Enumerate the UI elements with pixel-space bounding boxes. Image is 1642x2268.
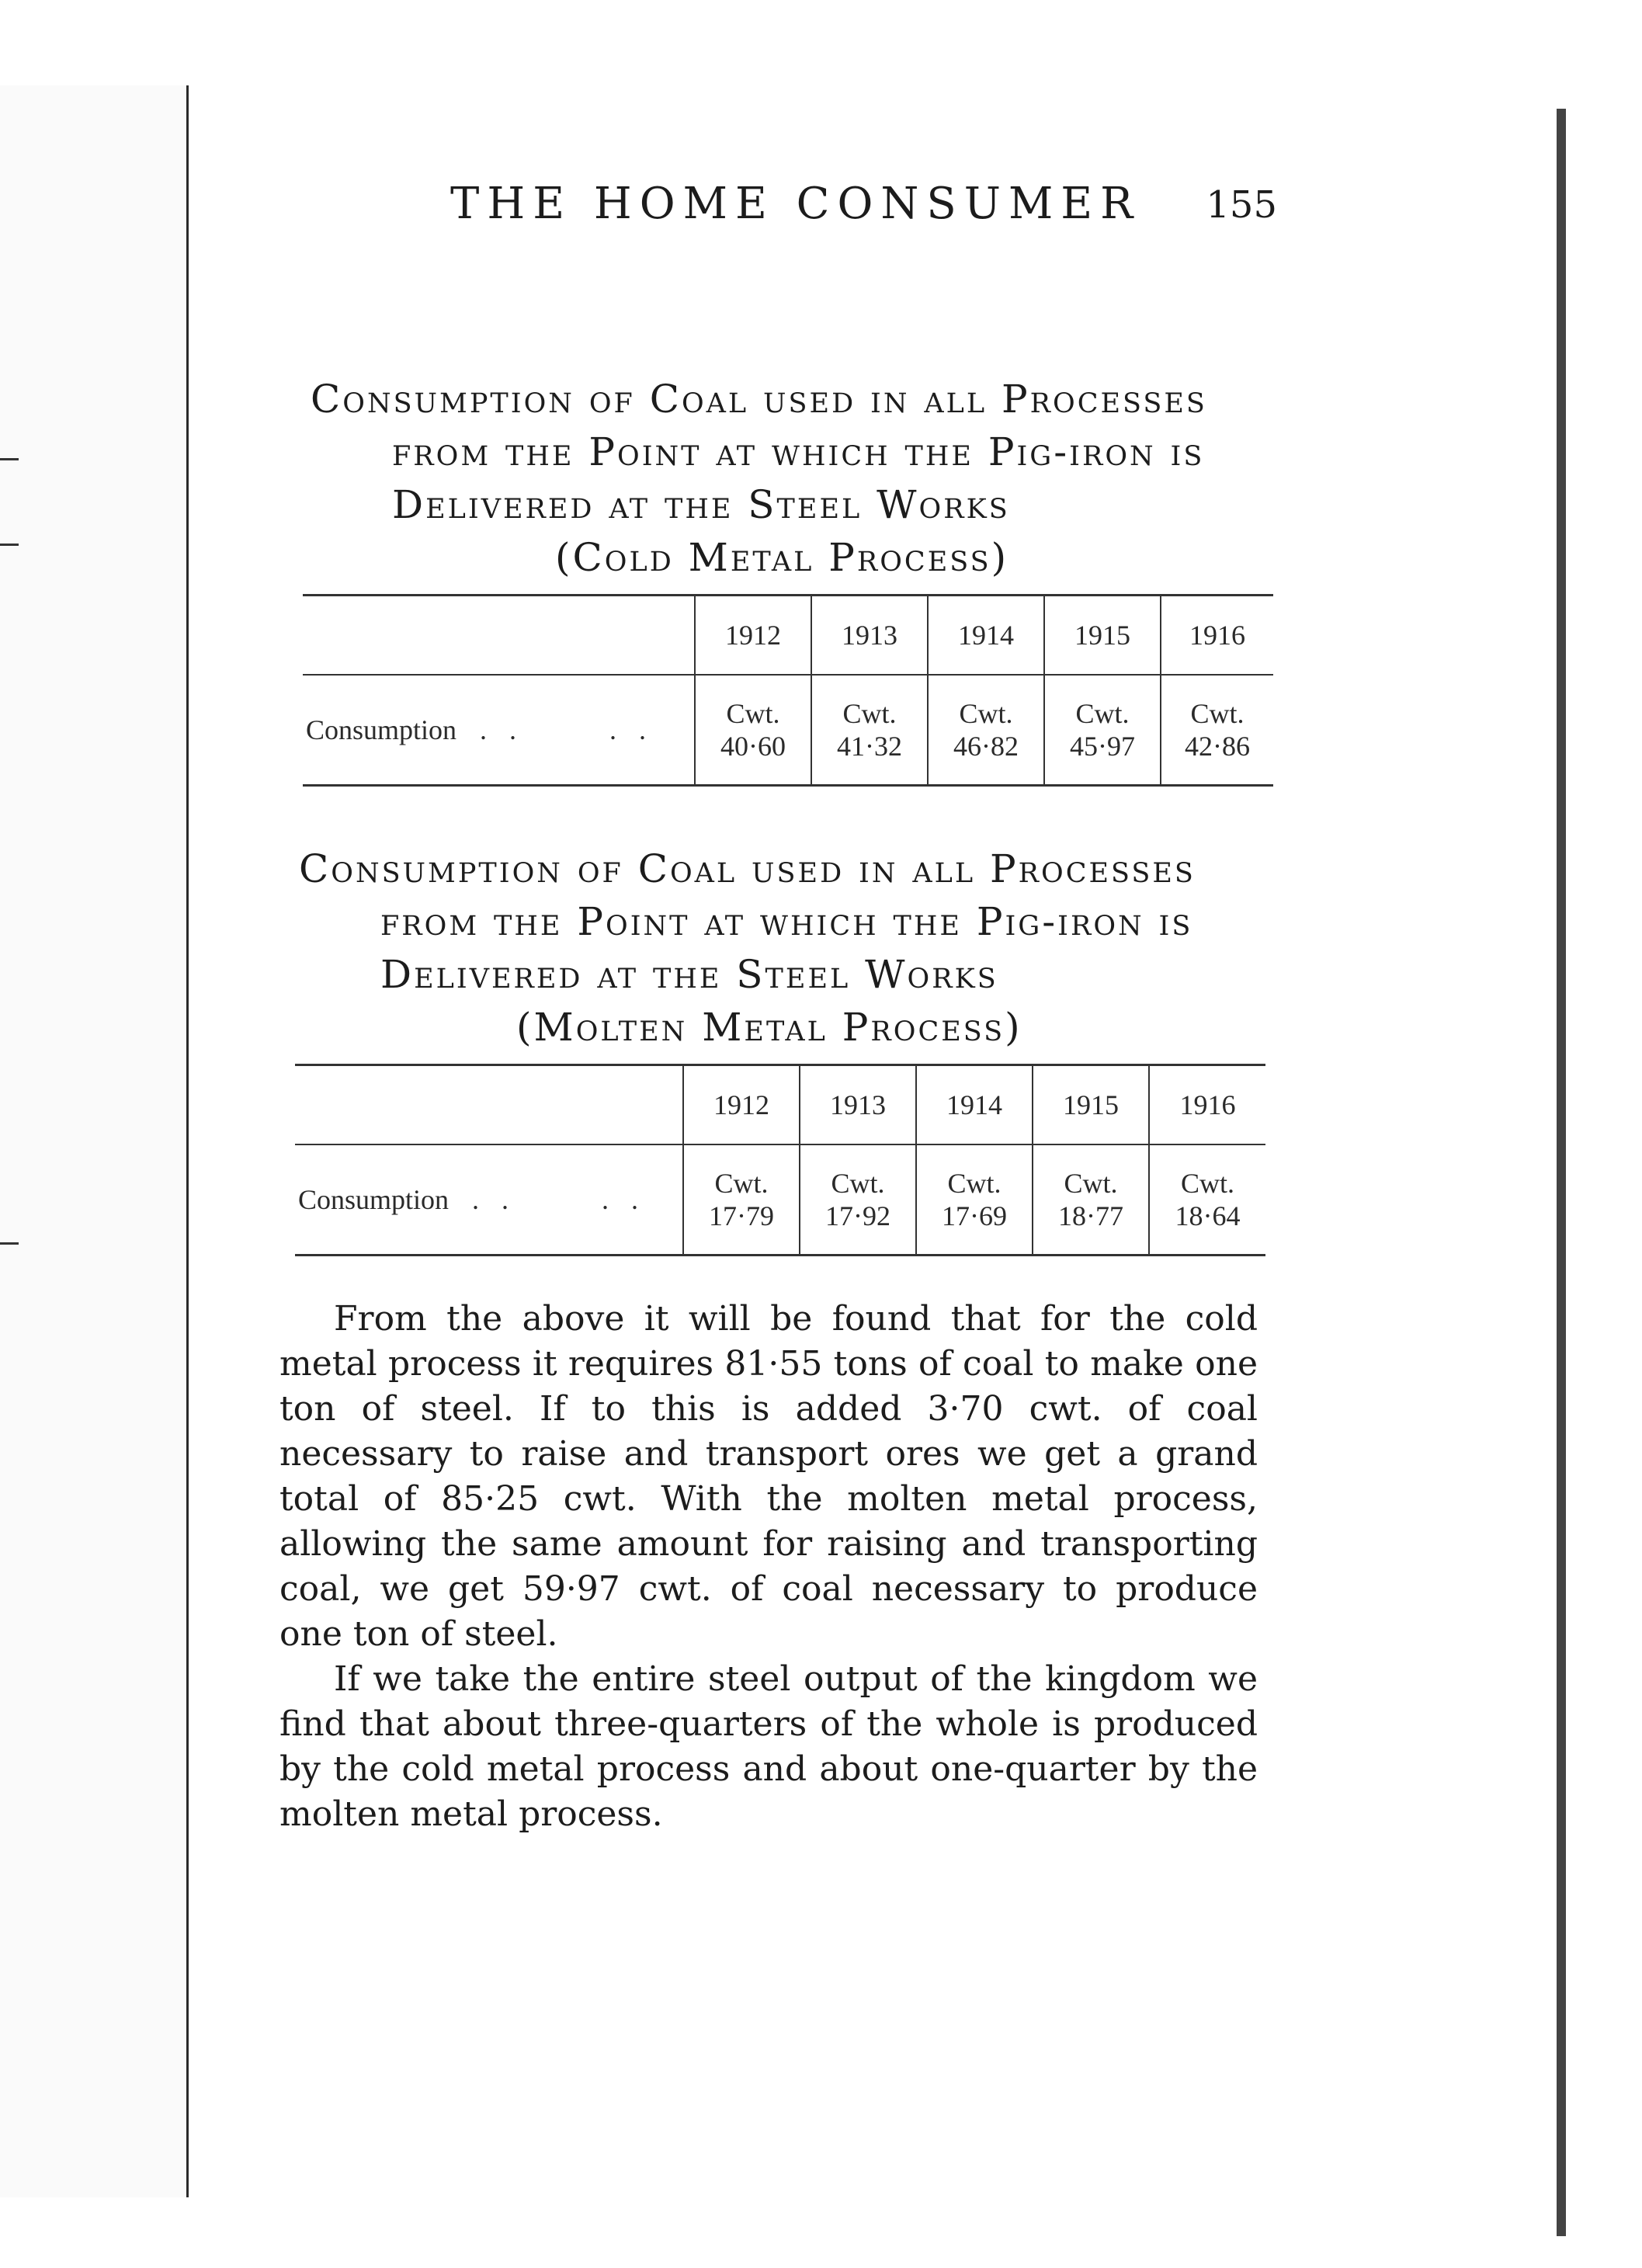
cell-value: 17·92 <box>825 1200 890 1231</box>
facing-page-rule <box>0 1242 19 1245</box>
cell-value: 17·79 <box>709 1200 774 1231</box>
unit-label: Cwt. <box>714 1168 769 1199</box>
table-cell <box>1033 1144 1149 1256</box>
year-header: 1912 <box>695 596 811 676</box>
year-header: 1914 <box>928 596 1044 676</box>
cell-value: 18·64 <box>1175 1200 1241 1231</box>
table-cell <box>695 675 811 786</box>
table2-heading-line3: Delivered at the Steel Works <box>380 952 998 997</box>
molten-metal-consumption-table <box>295 1064 1265 1256</box>
paragraph: From the above it will be found that for the cold metal process it requires 81·55 tons of coal to make one ton of steel. If to this is added 3·70 cwt. of coal necessary to raise and transport ores we get a grand total of 85·25 cwt. With the molten metal process, allowing the same amount for raising and transporting coal, we get 59·97 cwt. of coal necessary to produce one ton of steel. <box>279 1299 1258 1654</box>
table2-heading-line4: (Molten Metal Process) <box>516 1005 1022 1050</box>
cell-value: 18·77 <box>1058 1200 1123 1231</box>
page-edge-shadow <box>1557 109 1566 2236</box>
table-corner <box>303 596 695 676</box>
unit-label: Cwt. <box>947 1168 1002 1199</box>
table-cell <box>1044 675 1161 786</box>
table1-heading-line3: Delivered at the Steel Works <box>392 482 1010 527</box>
running-title: THE HOME CONSUMER <box>450 179 1141 229</box>
unit-label: Cwt. <box>1180 1168 1234 1199</box>
row-label-text: Consumption <box>298 1184 450 1215</box>
page-number: 155 <box>1206 183 1277 227</box>
table-cell <box>928 675 1044 786</box>
table1-heading-line1: Consumption of Coal used in all Processes <box>311 377 1207 422</box>
cell-value: 42·86 <box>1185 731 1250 762</box>
table-cell <box>800 1144 916 1256</box>
table1-heading-line4: (Cold Metal Process) <box>555 535 1009 580</box>
leader-dots: . . <box>472 1184 517 1215</box>
unit-label: Cwt. <box>831 1168 885 1199</box>
table-cell <box>1149 1144 1265 1256</box>
table-cell <box>811 675 928 786</box>
year-header: 1913 <box>800 1065 916 1145</box>
paragraph: If we take the entire steel output of the kingdom we find that about three-quarters of the whole is produced by the cold metal process and about one-quarter by the molten metal process. <box>279 1659 1258 1834</box>
leader-dots: . . <box>609 714 654 745</box>
table-cell <box>916 1144 1033 1256</box>
year-header: 1916 <box>1161 596 1273 676</box>
cell-value: 41·32 <box>837 731 902 762</box>
cell-value: 40·60 <box>720 731 786 762</box>
unit-label: Cwt. <box>1064 1168 1118 1199</box>
leader-dots: . . <box>480 714 525 745</box>
facing-page-rule <box>0 458 19 460</box>
row-label <box>295 1144 683 1256</box>
facing-page-edge <box>0 85 189 2197</box>
unit-label: Cwt. <box>959 698 1013 729</box>
unit-label: Cwt. <box>1190 698 1245 729</box>
cold-metal-consumption-table <box>303 594 1273 787</box>
running-head <box>260 179 1277 256</box>
table2-heading-line1: Consumption of Coal used in all Processes <box>299 846 1196 891</box>
year-header: 1916 <box>1149 1065 1265 1145</box>
row-label <box>303 675 695 786</box>
unit-label: Cwt. <box>726 698 780 729</box>
year-header: 1914 <box>916 1065 1033 1145</box>
cell-value: 46·82 <box>953 731 1019 762</box>
cell-value: 45·97 <box>1070 731 1135 762</box>
table-cell <box>683 1144 800 1256</box>
cell-value: 17·69 <box>942 1200 1007 1231</box>
unit-label: Cwt. <box>1075 698 1130 729</box>
table-cell <box>1161 675 1273 786</box>
table-corner <box>295 1065 683 1145</box>
table2-heading-line2: from the Point at which the Pig-iron is <box>380 899 1193 944</box>
year-header: 1913 <box>811 596 928 676</box>
year-header: 1912 <box>683 1065 800 1145</box>
leader-dots: . . <box>602 1184 647 1215</box>
year-header: 1915 <box>1033 1065 1149 1145</box>
facing-page-rule <box>0 544 19 546</box>
body-text <box>279 1297 1258 1837</box>
year-header: 1915 <box>1044 596 1161 676</box>
unit-label: Cwt. <box>842 698 897 729</box>
row-label-text: Consumption <box>306 714 457 745</box>
table1-heading-line2: from the Point at which the Pig-iron is <box>392 429 1205 474</box>
